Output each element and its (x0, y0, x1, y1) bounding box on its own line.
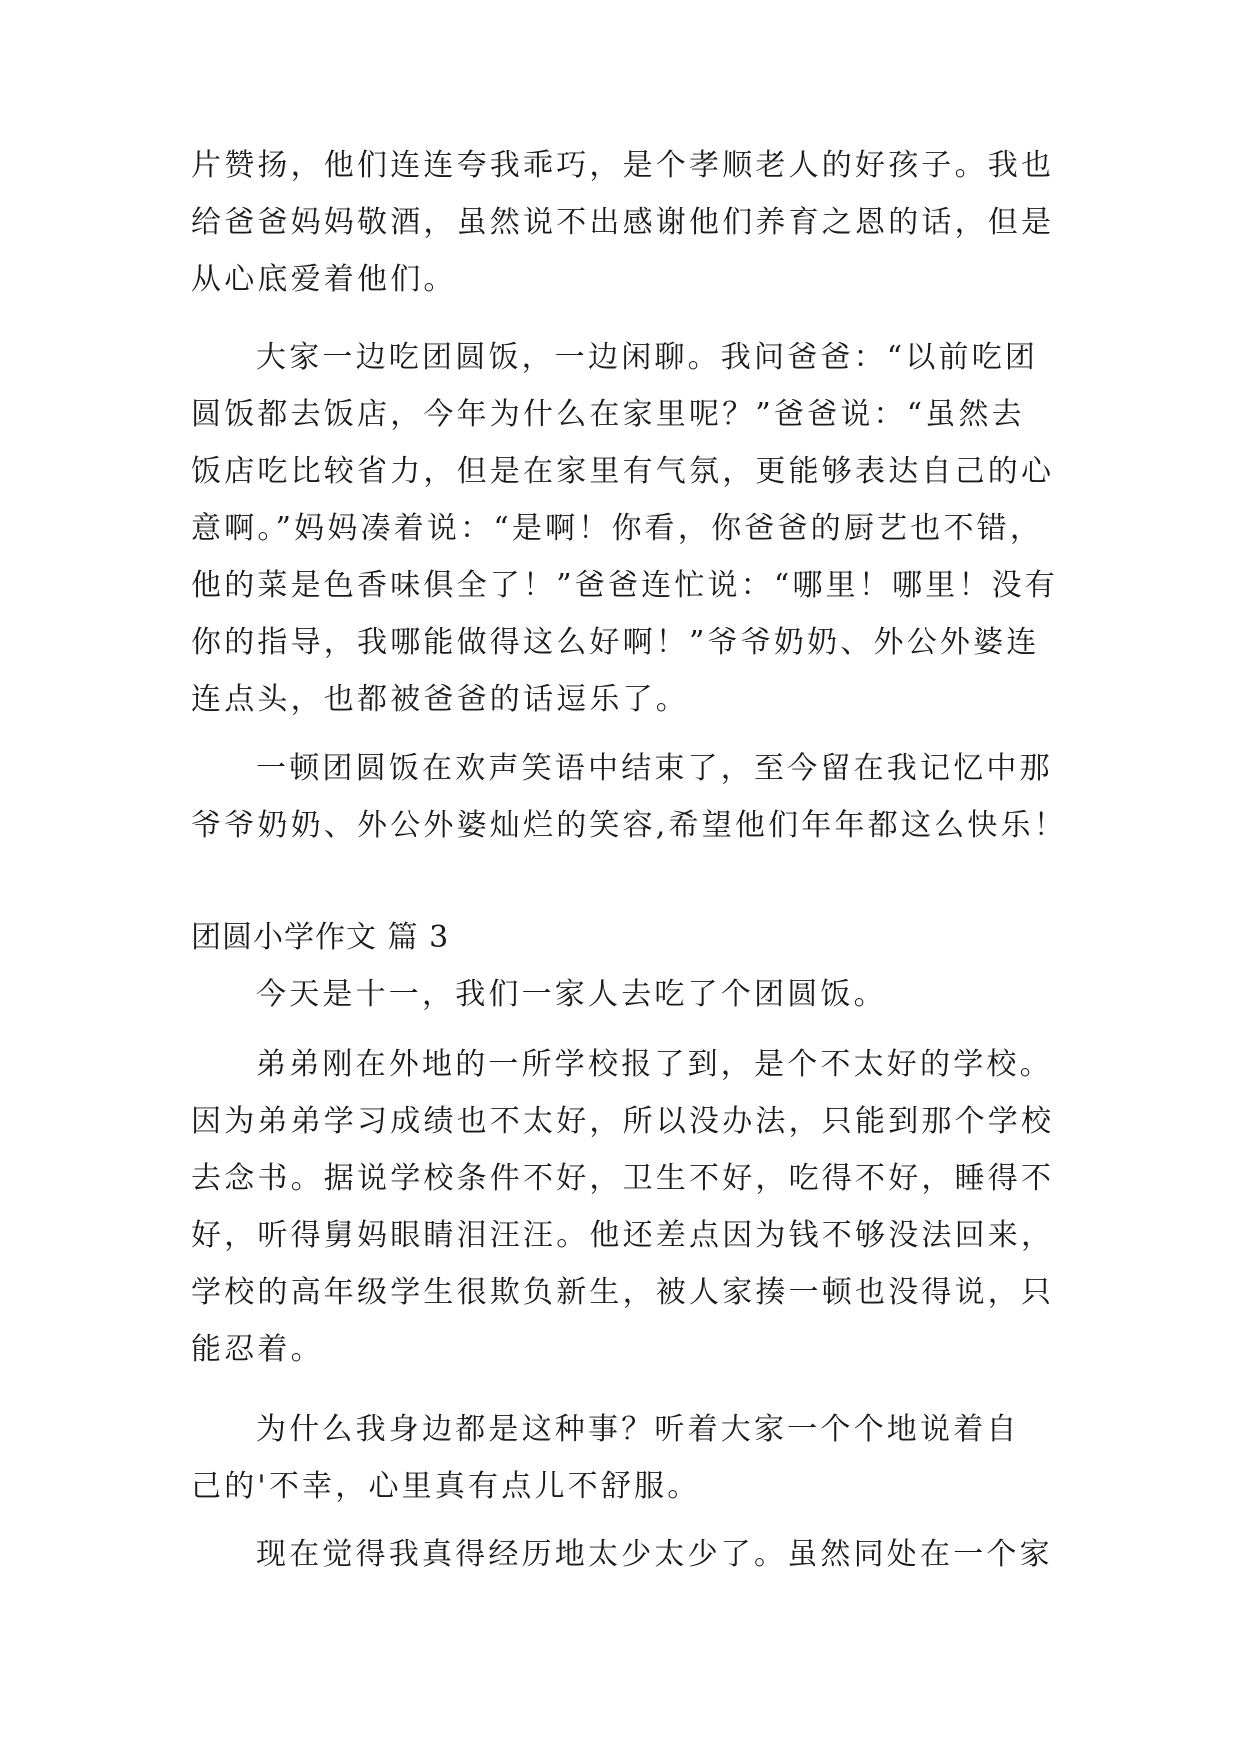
text-line: 弟弟刚在外地的一所学校报了到，是个不太好的学校。 (256, 1047, 1053, 1082)
text-line: 今天是十一，我们一家人去吃了个团圆饭。 (256, 977, 887, 1012)
text-line: 从心底爱着他们。 (191, 262, 457, 297)
text-line: 因为弟弟学习成绩也不太好，所以没办法，只能到那个学校 (191, 1104, 1055, 1139)
text-line: 好，听得舅妈眼睛泪汪汪。他还差点因为钱不够没法回来， (191, 1218, 1055, 1253)
text-line: 连点头，也都被爸爸的话逗乐了。 (191, 682, 689, 717)
text-line: 学校的高年级学生很欺负新生，被人家揍一顿也没得说，只 (191, 1275, 1055, 1310)
text-line: 大家一边吃团圆饭，一边闲聊。我问爸爸：“以前吃团 (256, 340, 1039, 375)
text-line: 片赞扬，他们连连夸我乖巧，是个孝顺老人的好孩子。我也 (191, 148, 1055, 183)
text-line: 爷爷奶奶、外公外婆灿烂的笑容,希望他们年年都这么快乐！ (191, 808, 1067, 843)
text-line: 现在觉得我真得经历地太少太少了。虽然同处在一个家 (256, 1537, 1053, 1572)
text-line: 他的菜是色香味俱全了！”爸爸连忙说：“哪里！哪里！没有 (191, 568, 1059, 603)
text-line: 己的'不幸，心里真有点儿不舒服。 (191, 1469, 701, 1504)
text-line: 意啊。”妈妈凑着说：“是啊！你看，你爸爸的厨艺也不错， (191, 511, 1044, 546)
text-line: 你的指导，我哪能做得这么好啊！”爷爷奶奶、外公外婆连 (191, 625, 1040, 660)
text-line: 圆饭都去饭店，今年为什么在家里呢？”爸爸说：“虽然去 (191, 397, 1025, 432)
text-line: 去念书。据说学校条件不好，卫生不好，吃得不好，睡得不 (191, 1161, 1055, 1196)
text-line: 饭店吃比较省力，但是在家里有气氛，更能够表达自己的心 (191, 454, 1055, 489)
text-line: 为什么我身边都是这种事？听着大家一个个地说着自 (256, 1412, 1020, 1447)
text-line: 一顿团圆饭在欢声笑语中结束了，至今留在我记忆中那 (256, 751, 1053, 786)
text-line: 给爸爸妈妈敬酒，虽然说不出感谢他们养育之恩的话，但是 (191, 205, 1055, 240)
text-line: 能忍着。 (191, 1332, 324, 1367)
section-heading: 团圆小学作文 篇 3 (191, 920, 450, 955)
